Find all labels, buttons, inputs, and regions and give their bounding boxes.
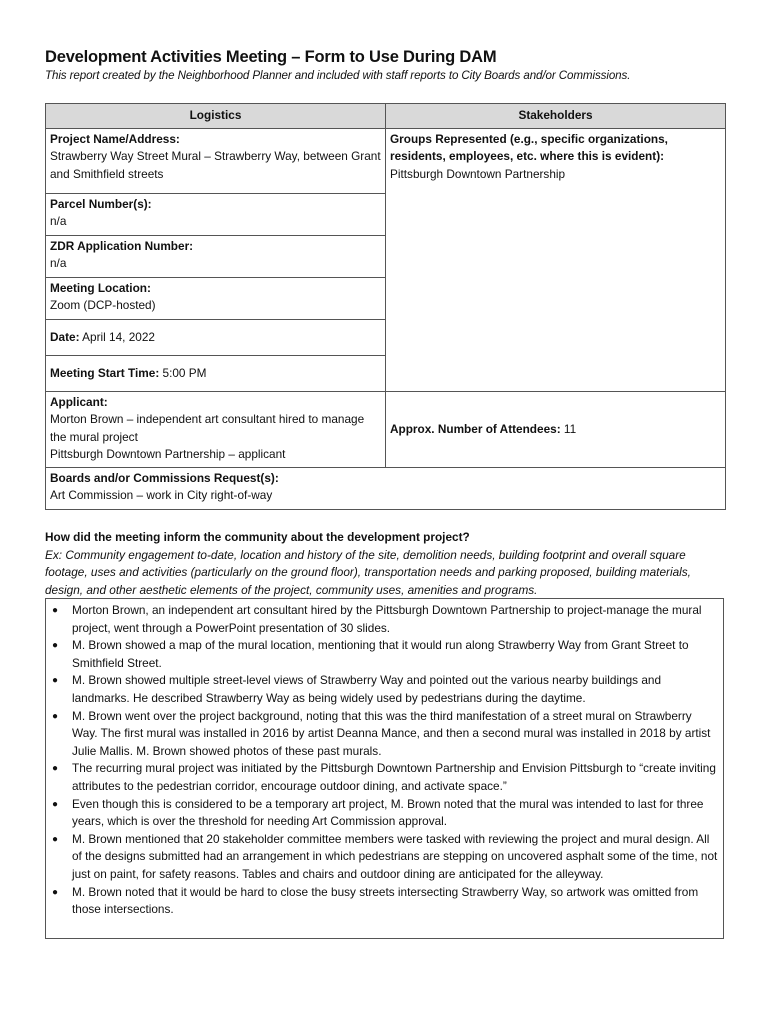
logistics-stakeholders-table bbox=[45, 103, 726, 510]
bullet-icon: ● bbox=[52, 675, 59, 687]
location-label: Meeting Location: bbox=[50, 281, 151, 295]
zdr-value: n/a bbox=[50, 256, 67, 271]
applicant-line-1: Morton Brown – independent art consultant hired to manage the mural project bbox=[50, 412, 365, 444]
start-time-value: 5:00 PM bbox=[162, 365, 207, 380]
question-section bbox=[45, 529, 725, 599]
groups-cell bbox=[386, 129, 726, 392]
boards-cell bbox=[46, 468, 726, 510]
list-item-text: M. Brown showed a map of the mural location, mentioning that it would run along Strawberry Way from Grant Street to Smithfield Street. bbox=[72, 638, 689, 670]
boards-label: Boards and/or Commissions Request(s): bbox=[50, 471, 279, 485]
stakeholders-header: Stakeholders bbox=[386, 104, 726, 129]
page-subtitle: This report created by the Neighborhood Planner and included with staff reports to City Boards and/or Commissions. bbox=[45, 69, 631, 82]
list-item bbox=[46, 884, 723, 919]
date-label: Date: bbox=[50, 329, 80, 344]
date-cell bbox=[46, 320, 386, 356]
page-title: Development Activities Meeting – Form to Use During DAM bbox=[45, 48, 497, 66]
location-cell bbox=[46, 278, 386, 320]
project-cell bbox=[46, 129, 386, 194]
list-item-text: M. Brown went over the project background, noting that this was the third manifestation of a street mural on Strawberry Way. The first mural was installed in 2016 by artist Deanna Mance, and then a second mural was installed in 2018 by artist Julie Mallis. M. Brown showed photos of these past murals. bbox=[72, 708, 711, 758]
applicant-label: Applicant: bbox=[50, 395, 108, 409]
date-value: April 14, 2022 bbox=[82, 329, 155, 344]
boards-value: Art Commission – work in City right-of-way bbox=[50, 488, 273, 503]
question-heading: How did the meeting inform the community about the development project? bbox=[45, 530, 470, 544]
list-item bbox=[46, 831, 723, 884]
parcel-cell bbox=[46, 194, 386, 236]
list-item-text: M. Brown noted that it would be hard to close the busy streets intersecting Strawberry Way, so artwork was omitted from those intersections. bbox=[72, 884, 699, 917]
project-label: Project Name/Address: bbox=[50, 132, 180, 146]
applicant-cell bbox=[46, 392, 386, 468]
list-item-text: The recurring mural project was initiated by the Pittsburgh Downtown Partnership and Envision Pittsburgh to “create inviting attributes to the pedestrian corridor, encourage outdoor dining, and activate space.” bbox=[72, 761, 716, 793]
list-item bbox=[46, 602, 723, 637]
location-value: Zoom (DCP-hosted) bbox=[50, 298, 156, 313]
groups-label: Groups Represented (e.g., specific organizations, residents, employees, etc. where this is evident): bbox=[390, 132, 668, 164]
parcel-value: n/a bbox=[50, 214, 67, 229]
meeting-notes-list bbox=[46, 602, 723, 919]
bullet-icon: ● bbox=[52, 710, 59, 722]
list-item-text: Morton Brown, an independent art consultant hired by the Pittsburgh Downtown Partnership to project-manage the mural project, went through a PowerPoint presentation of 30 slides. bbox=[72, 603, 702, 635]
list-item bbox=[46, 760, 723, 795]
attendees-cell bbox=[386, 392, 726, 468]
start-time-label: Meeting Start Time: bbox=[50, 365, 160, 380]
list-item bbox=[46, 796, 723, 831]
bullet-icon: ● bbox=[52, 798, 59, 810]
applicant-line-2: Pittsburgh Downtown Partnership – applicant bbox=[50, 447, 286, 462]
list-item-text: M. Brown showed multiple street-level views of Strawberry Way and pointed out the various nearby buildings and landmarks. He described Strawberry Way as being widely used by pedestrians during the daytime. bbox=[72, 673, 662, 705]
logistics-header: Logistics bbox=[46, 104, 386, 129]
bullet-icon: ● bbox=[52, 605, 59, 616]
list-item-text: Even though this is considered to be a temporary art project, M. Brown noted that the mural was intended to last for three years, which is over the threshold for needing Art Commission approval. bbox=[72, 796, 704, 829]
zdr-label: ZDR Application Number: bbox=[50, 239, 194, 253]
question-example: Ex: Community engagement to-date, location and history of the site, demolition needs, building footprint and overall square footage, uses and activities (particularly on the ground floor), transportation needs and parking proposed, building materials, design, and other aesthetic elements of the project, community uses, amenities and programs. bbox=[45, 547, 691, 597]
list-item bbox=[46, 672, 723, 707]
project-value: Strawberry Way Street Mural – Strawberry Way, between Grant and Smithfield streets bbox=[50, 149, 381, 181]
groups-value: Pittsburgh Downtown Partnership bbox=[390, 166, 566, 181]
parcel-label: Parcel Number(s): bbox=[50, 197, 152, 211]
bullet-icon: ● bbox=[52, 763, 59, 775]
bullet-icon: ● bbox=[52, 640, 59, 652]
attendees-value: 11 bbox=[563, 421, 577, 436]
start-time-cell bbox=[46, 356, 386, 392]
meeting-notes-box bbox=[45, 598, 724, 939]
list-item-text: M. Brown mentioned that 20 stakeholder committee members were tasked with reviewing the project and mural design. All of the designs submitted had an arrangement in which pedestrians are stepping on uncovered asphalt some of the time, not just on paint, for safety reasons. Tables and chairs and outdoor dining are anticipated for the alleyway. bbox=[72, 831, 718, 881]
bullet-icon: ● bbox=[52, 833, 59, 845]
bullet-icon: ● bbox=[52, 886, 59, 898]
list-item bbox=[46, 637, 723, 672]
attendees-label: Approx. Number of Attendees: bbox=[390, 421, 561, 436]
zdr-cell bbox=[46, 236, 386, 278]
list-item bbox=[46, 708, 723, 761]
